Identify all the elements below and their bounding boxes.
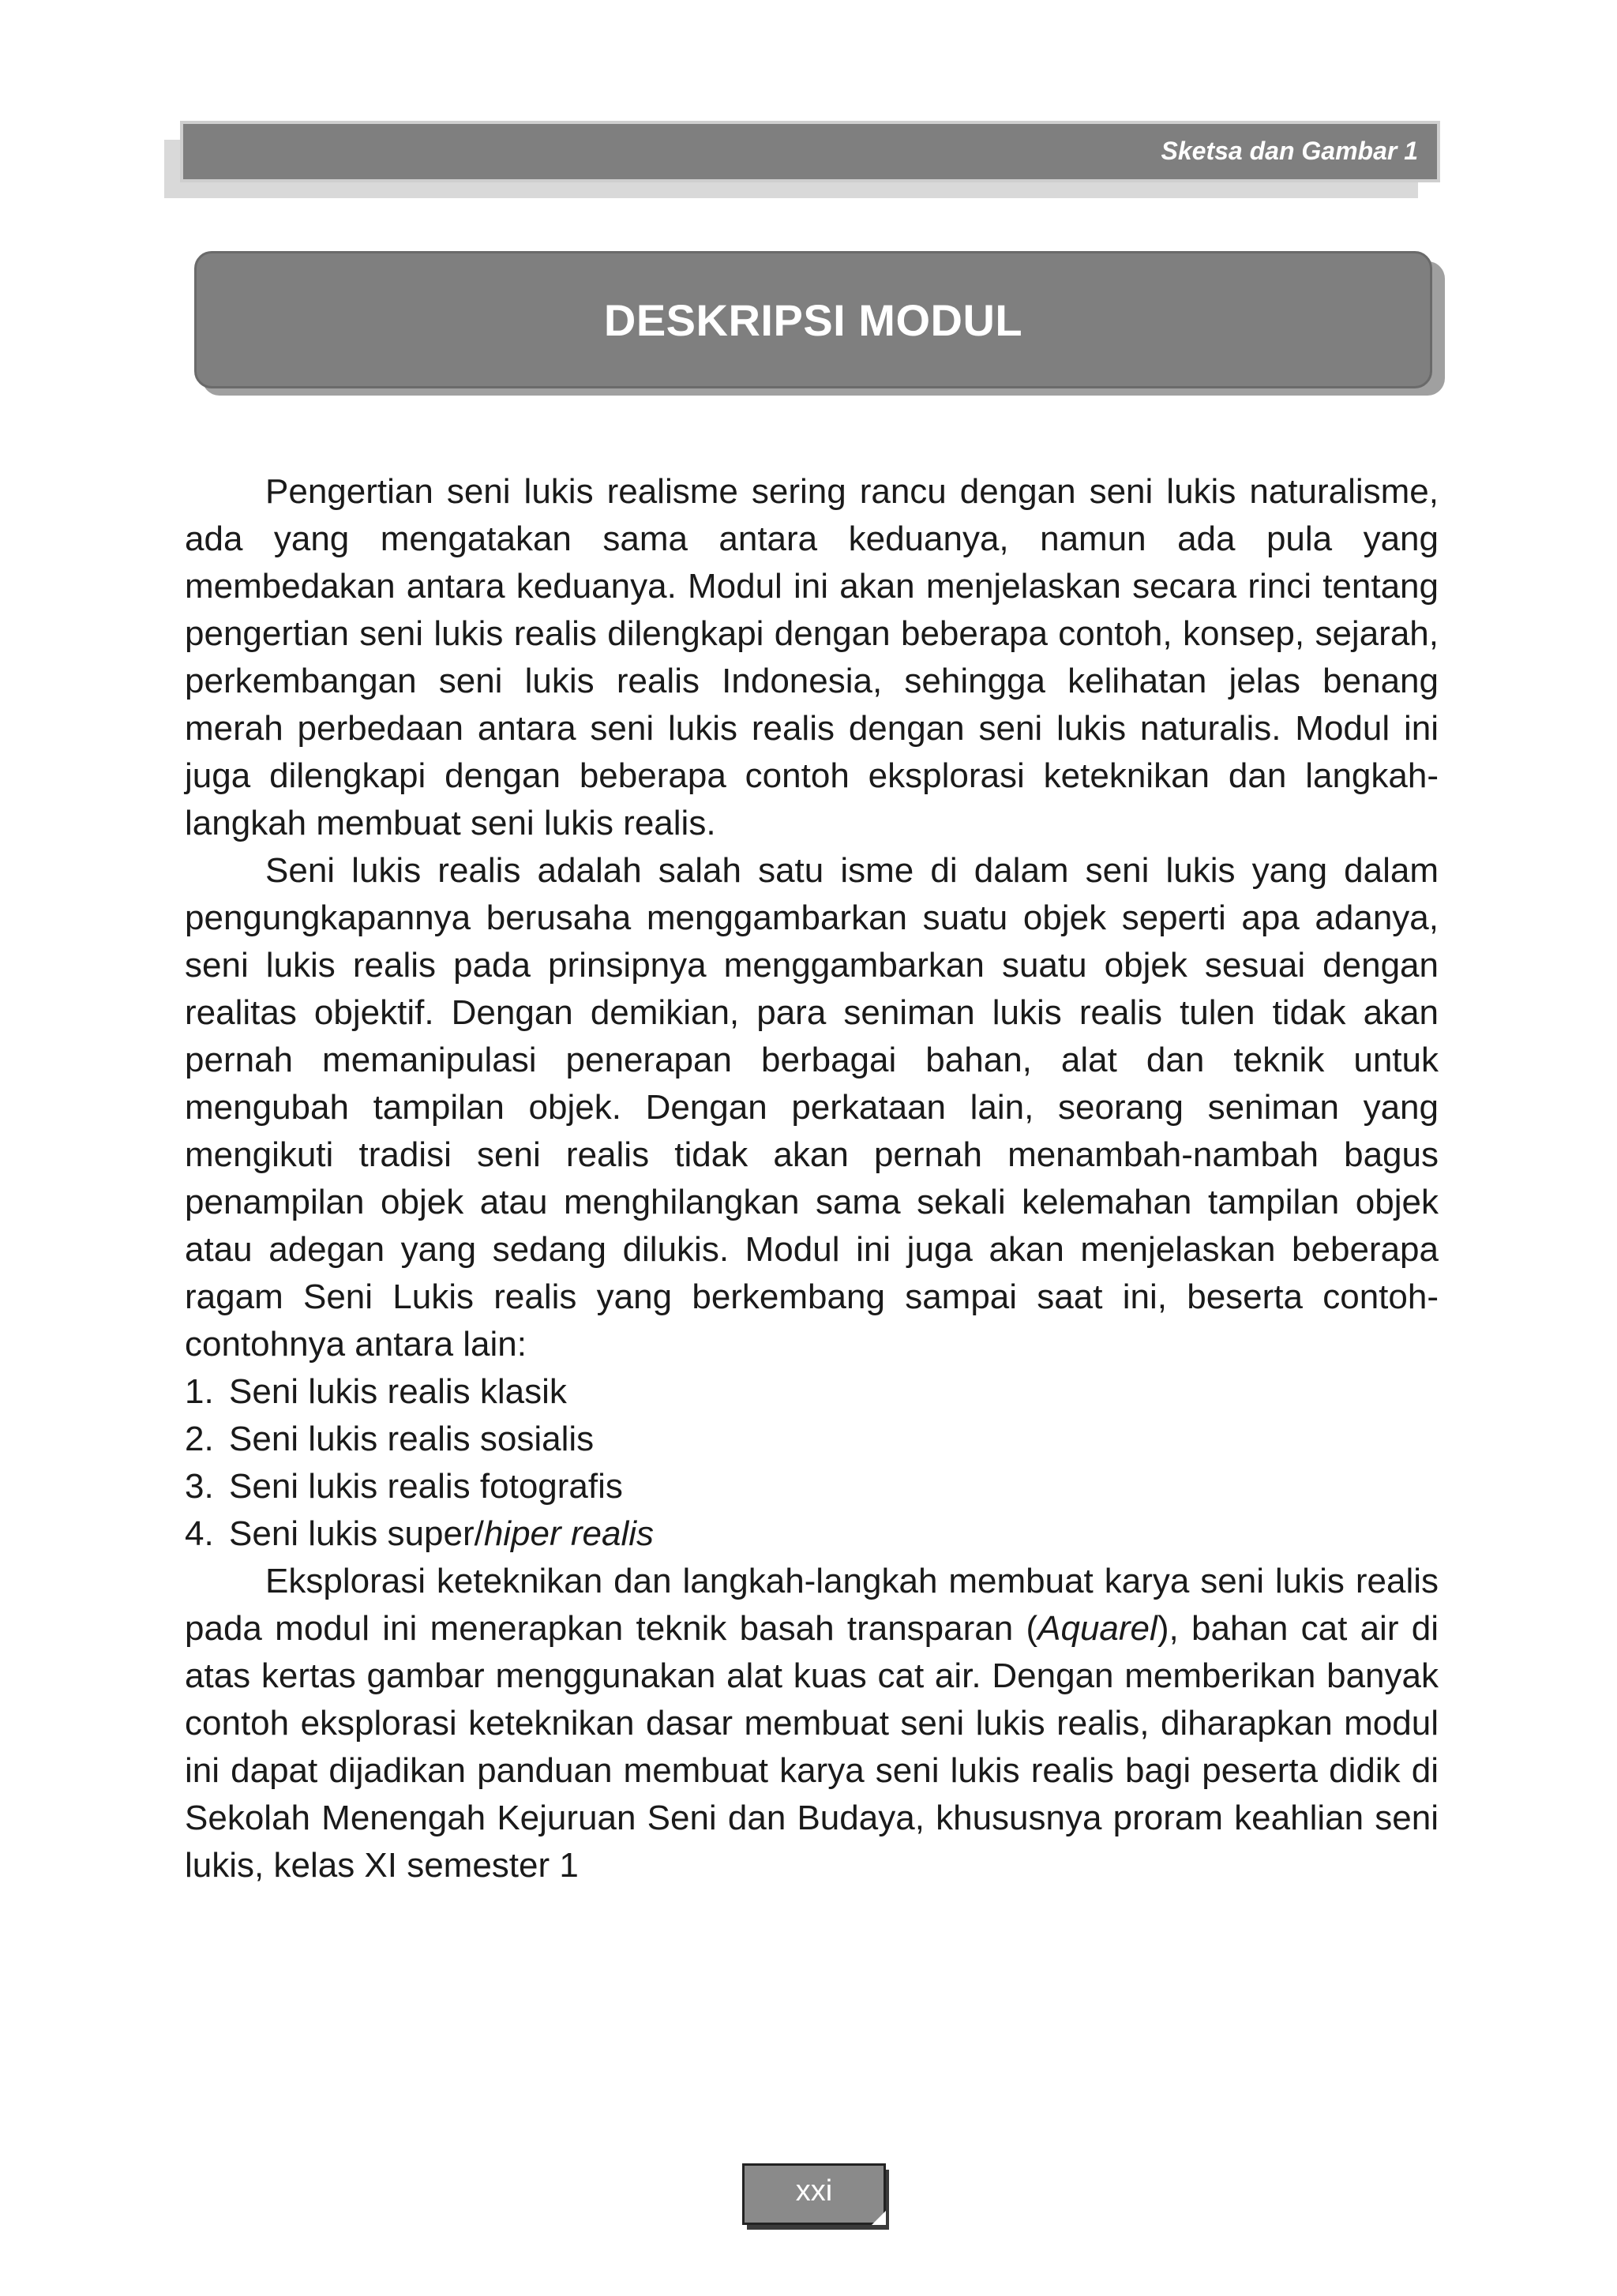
list-item <box>185 1463 1439 1510</box>
list-item <box>185 1416 1439 1463</box>
list-item-text: Seni lukis realis sosialis <box>229 1420 595 1458</box>
section-title-box <box>194 251 1432 388</box>
header-band <box>183 124 1437 179</box>
list-item <box>185 1368 1439 1416</box>
paragraph-3-italic-term: Aquarel <box>1037 1609 1157 1648</box>
page-number: xxi <box>795 2174 833 2208</box>
paragraph-3-part-1: Eksplorasi keteknikan dan langkah-langkah membuat karya seni lukis realis pada modul ini menerapkan teknik basah transparan ( <box>185 1562 1439 1648</box>
paragraph-2: Seni lukis realis adalah salah satu isme di dalam seni lukis yang dalam pengungkapannya berusaha menggambarkan suatu objek seperti apa adanya, seni lukis realis pada prinsipnya menggambarkan suatu objek sesuai dengan realitas objektif. Dengan demikian, para seniman lukis realis tulen tidak akan pernah memanipulasi penerapan berbagai bahan, alat dan teknik untuk mengubah tampilan objek. Dengan perkataan lain, seorang seniman yang mengikuti tradisi seni realis tidak akan pernah menambah-nambah bagus penampilan objek atau menghilangkan sama sekali kelemahan tampilan objek atau adegan yang sedang dilukis. Modul ini juga akan menjelaskan beberapa ragam Seni Lukis realis yang berkembang sampai saat ini, beserta contoh-contohnya antara lain: <box>185 851 1439 1364</box>
list-item-text-plain: Seni lukis super/ <box>229 1514 484 1553</box>
list-item-text: Seni lukis realis fotografis <box>229 1467 623 1506</box>
list-item-number: 1. <box>185 1372 214 1411</box>
list-item-text: Seni lukis realis klasik <box>229 1372 567 1411</box>
list-item-number: 2. <box>185 1420 214 1458</box>
list-item-number: 4. <box>185 1514 214 1553</box>
realism-types-list <box>185 1368 1439 1558</box>
list-item-text <box>229 1510 1439 1558</box>
list-item-text-italic: hiper realis <box>483 1514 655 1553</box>
paragraph-1: Pengertian seni lukis realisme sering rancu dengan seni lukis naturalisme, ada yang mengatakan sama antara keduanya, namun ada pula yang membedakan antara keduanya. Modul ini akan menjelaskan secara rinci tentang pengertian seni lukis realis dilengkapi dengan beberapa contoh, konsep, sejarah, perkembangan seni lukis realis Indonesia, sehingga kelihatan jelas benang merah perbedaan antara seni lukis realis dengan seni lukis naturalis. Modul ini juga dilengkapi dengan beberapa contoh eksplorasi keteknikan dan langkah-langkah membuat seni lukis realis. <box>185 472 1439 842</box>
section-title: DESKRIPSI MODUL <box>603 295 1023 345</box>
paragraph-3 <box>185 1558 1439 1889</box>
running-title: Sketsa dan Gambar 1 <box>1161 137 1418 165</box>
page-number-tab <box>742 2163 886 2225</box>
paragraph-3-part-2: ), bahan cat air di atas kertas gambar menggunakan alat kuas cat air. Dengan memberikan banyak contoh eksplorasi keteknikan dasar membuat seni lukis realis, diharapkan modul ini dapat dijadikan panduan membuat karya seni lukis realis bagi peserta didik di Sekolah Menengah Kejuruan Seni dan Budaya, khususnya proram keahlian seni lukis, kelas XI semester 1 <box>185 1609 1439 1885</box>
list-item <box>185 1510 1439 1558</box>
body-content <box>185 468 1439 1889</box>
list-item-number: 3. <box>185 1467 214 1506</box>
